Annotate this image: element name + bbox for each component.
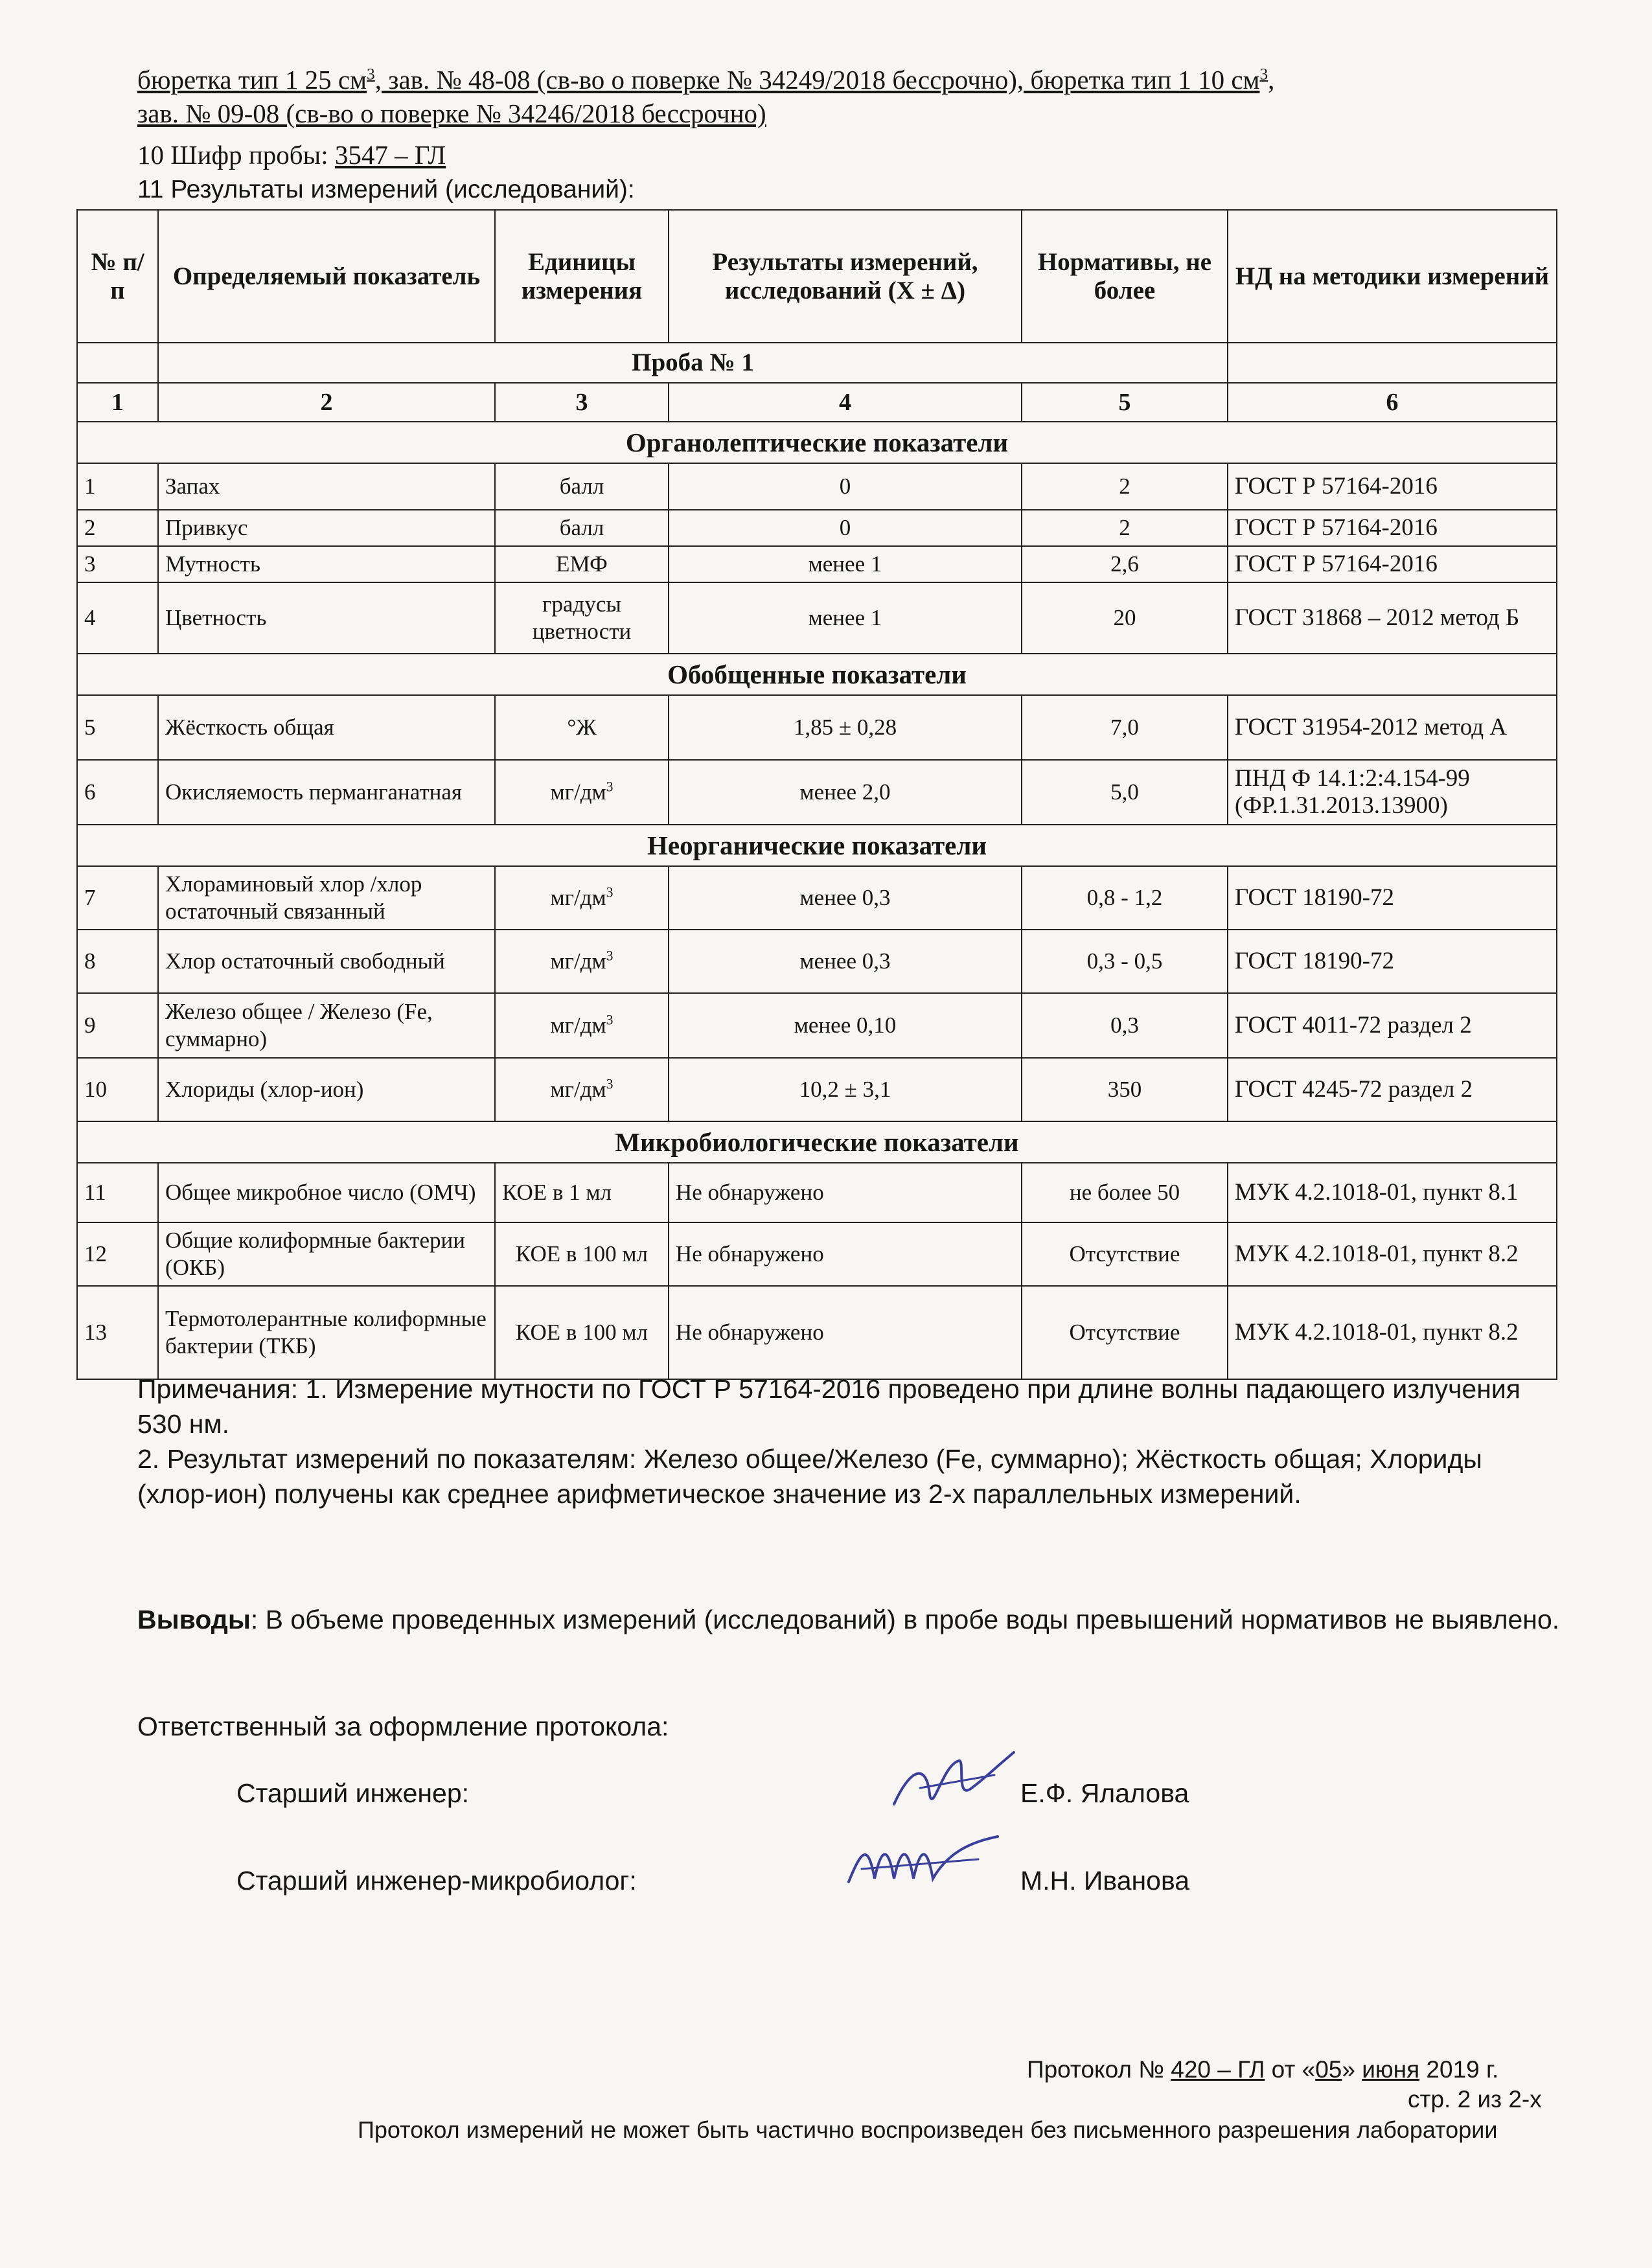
section-row <box>77 422 1557 463</box>
table-row: 12 Общие колиформные бактерии (ОКБ) КОЕ в 100 мл Не обнаружено Отсутствие МУК 4.2.1018-01, пункт 8.2 <box>77 1222 1557 1286</box>
table-row: 7 Хлораминовый хлор /хлор остаточный связанный $мг/дм^3$ менее 0,3 0,8 - 1,2 ГОСТ 18190-72 <box>77 866 1557 930</box>
table-row: 6 Окисляемость перманганатная $мг/дм^3$ менее 2,0 5,0 ПНД Ф 14.1:2:4.154-99 (ФР.1.31.2013.13900) <box>77 760 1557 825</box>
section-inorganic: Неорганические показатели <box>77 825 1557 866</box>
note-2: 2. Результат измерений по показателям: Железо общее/Железо (Fe, суммарно); Жёсткость общая; Хлориды (хлор-ион) получены как среднее арифметическое значение из 2-х параллельных измерений. <box>137 1444 1482 1509</box>
signature-name-2: М.Н. Иванова <box>1020 1866 1190 1896</box>
section-row <box>77 825 1557 866</box>
protocol-reference: Протокол № 420 – ГЛ от «05» июня 2019 г. <box>1027 2056 1499 2083</box>
responsible-label: Ответственный за оформление протокола: <box>137 1712 669 1741</box>
page-number: стр. 2 из 2-х <box>1408 2086 1542 2113</box>
header-indicator: Определяемый показатель <box>158 210 495 343</box>
signature-role-1: Старший инженер: <box>236 1778 470 1808</box>
handwritten-signature-2 <box>842 1830 1011 1901</box>
section-general: Обобщенные показатели <box>77 654 1557 695</box>
table-row: 3 Мутность ЕМФ менее 1 2,6 ГОСТ Р 57164-2016 <box>77 546 1557 582</box>
table-row: 8 Хлор остаточный свободный $мг/дм^3$ менее 0,3 0,3 - 0,5 ГОСТ 18190-72 <box>77 930 1557 993</box>
equipment-line-1: бюретка тип 1 25 $см^3$, зав. № 48-08 (св-во о поверке № 34249/2018 бессрочно), бюретка тип 1 10 $см^3$, <box>137 65 1275 95</box>
signature-role-2: Старший инженер-микробиолог: <box>236 1866 637 1896</box>
table-row: 1 Запах балл 0 2 ГОСТ Р 57164-2016 <box>77 463 1557 510</box>
table-row: 11 Общее микробное число (ОМЧ) КОЕ в 1 мл Не обнаружено не более 50 МУК 4.2.1018-01, пункт 8.1 <box>77 1163 1557 1222</box>
results-table <box>76 209 1557 1380</box>
column-number-row: 1 2 3 4 5 6 <box>77 383 1557 422</box>
table-row: 13 Термотолерантные колиформные бактерии (ТКБ) КОЕ в 100 мл Не обнаружено Отсутствие МУК 4.2.1018-01, пункт 8.2 <box>77 1286 1557 1379</box>
sample-label: Проба № 1 <box>158 343 1228 383</box>
section-row <box>77 654 1557 695</box>
table-row: 9 Железо общее / Железо (Fe, суммарно) $мг/дм^3$ менее 0,10 0,3 ГОСТ 4011-72 раздел 2 <box>77 993 1557 1058</box>
header-method: НД на методики измерений <box>1228 210 1557 343</box>
footer-disclaimer: Протокол измерений не может быть частично воспроизведен без письменного разрешения лаборатории <box>358 2116 1498 2143</box>
table-row: 5 Жёсткость общая °Ж 1,85 ± 0,28 7,0 ГОСТ 31954-2012 метод А <box>77 695 1557 760</box>
table-row: 2 Привкус балл 0 2 ГОСТ Р 57164-2016 <box>77 510 1557 546</box>
results-title: 11 Результаты измерений (исследований): <box>137 176 635 203</box>
signature-name-1: Е.Ф. Ялалова <box>1020 1778 1189 1808</box>
handwritten-signature-1 <box>881 1743 1024 1820</box>
sample-code: 3547 – ГЛ <box>334 140 446 170</box>
table-row: 4 Цветность градусы цветности менее 1 20 ГОСТ 31868 – 2012 метод Б <box>77 582 1557 654</box>
table-header-row <box>77 210 1557 343</box>
equipment-line-2: зав. № 09-08 (св-во о поверке № 34246/2018 бессрочно) <box>137 98 766 128</box>
section-row <box>77 1121 1557 1163</box>
header-units: Единицы измерения <box>495 210 669 343</box>
conclusion: Выводы: В объеме проведенных измерений (исследований) в пробе воды превышений нормативов не выявлено. <box>137 1605 1560 1634</box>
section-organoleptic: Органолептические показатели <box>77 422 1557 463</box>
header-norm: Нормативы, не более <box>1022 210 1228 343</box>
section-micro: Микробиологические показатели <box>77 1121 1557 1163</box>
table-row: 10 Хлориды (хлор-ион) $мг/дм^3$ 10,2 ± 3,1 350 ГОСТ 4245-72 раздел 2 <box>77 1058 1557 1121</box>
sample-code-line: 10 Шифр пробы: 3547 – ГЛ <box>137 140 446 170</box>
sample-row <box>77 343 1557 383</box>
header-result: Результаты измерений, исследований (Х ± Δ) <box>669 210 1022 343</box>
note-1: Примечания: 1. Измерение мутности по ГОСТ Р 57164-2016 проведено при длине волны падающего излучения 530 нм. <box>137 1374 1520 1439</box>
header-num: № п/п <box>77 210 158 343</box>
